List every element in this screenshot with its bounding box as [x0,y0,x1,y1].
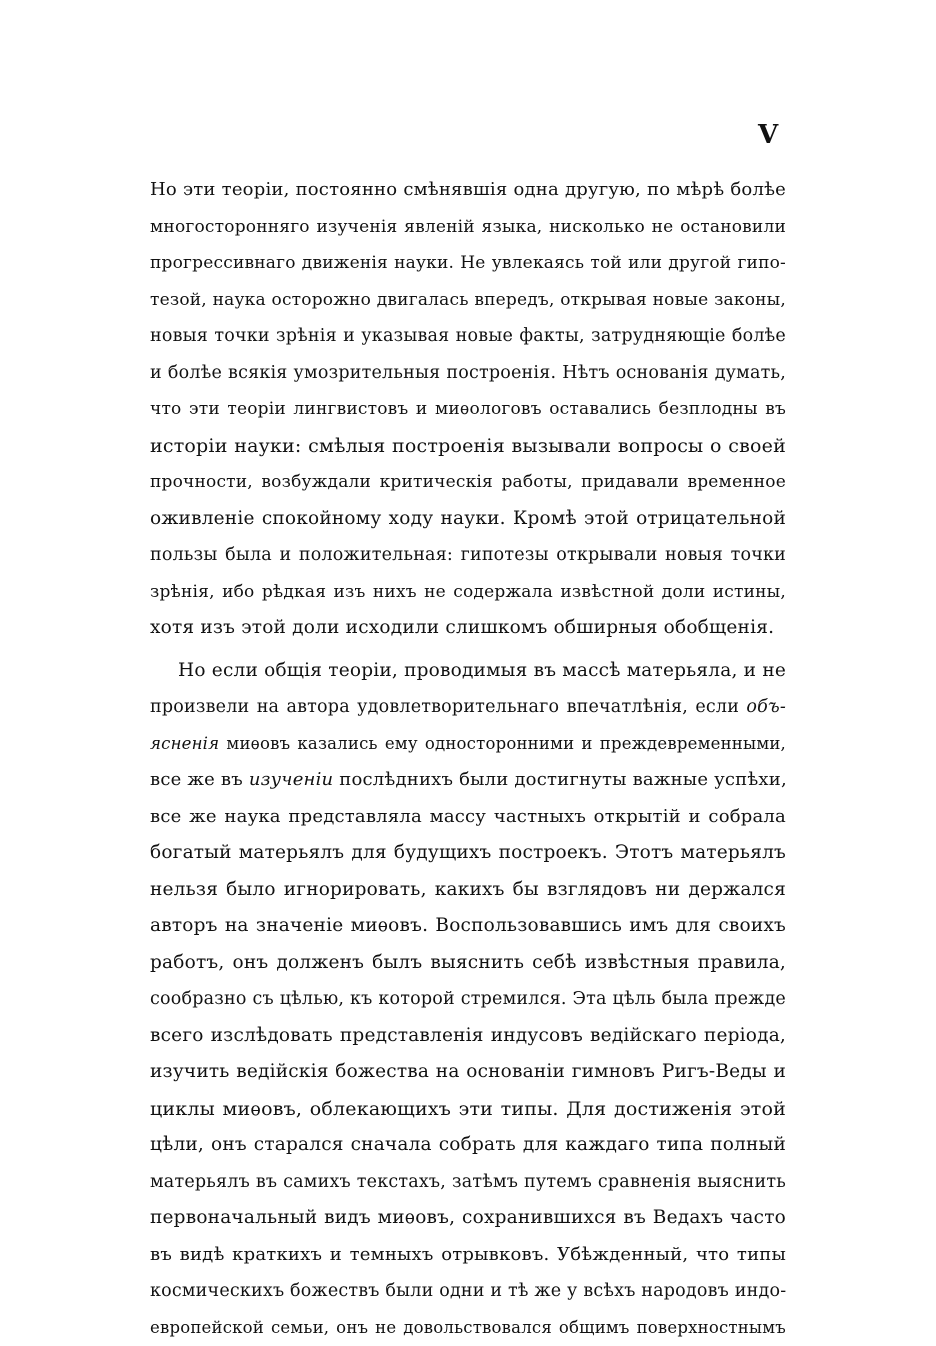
text-line: и болѣе всякія умозрительныя построенія. Нѣтъ основанія думать, [150,355,786,392]
text-line: новыя точки зрѣнія и указывая новые факты, затрудняющіе болѣе [150,318,786,355]
text-line: сообразно съ цѣлью, къ которой стремился. Эта цѣль была прежде [150,981,786,1018]
text-line: богатый матерьялъ для будущихъ построекъ. Этотъ матерьялъ [150,835,786,872]
text-line: матерьялъ въ самихъ текстахъ, затѣмъ путемъ сравненія выяснить [150,1164,786,1201]
text-line: многосторонняго изученія явленій языка, нисколько не остановили [150,209,786,246]
text-line: авторъ на значеніе миѳовъ. Воспользовавшись имъ для своихъ [150,908,786,945]
text-line: прогрессивнаго движенія науки. Не увлекаясь той или другой гипо- [150,245,786,282]
text-line: Но если общія теоріи, проводимыя въ массѣ матерьяла, и не [150,653,786,690]
text-line: цѣли, онъ старался сначала собрать для каждаго типа полный [150,1127,786,1164]
text-line: европейской семьи, онъ не довольствовался общимъ поверхностнымъ [150,1310,786,1346]
text-line: Но эти теоріи, постоянно смѣнявшія одна другую, по мѣрѣ болѣе [150,172,786,209]
text-line: тезой, наука осторожно двигалась впередъ, открывая новые законы, [150,282,786,319]
text-line: хотя изъ этой доли исходили слишкомъ обширныя обобщенія. [150,610,786,647]
text-line: что эти теоріи лингвистовъ и миѳологовъ оставались безплодны въ [150,391,786,428]
text-line: въ видѣ краткихъ и темныхъ отрывковъ. Убѣжденный, что типы [150,1237,786,1274]
text-line: зрѣнія, ибо рѣдкая изъ нихъ не содержала извѣстной доли истины, [150,574,786,611]
emphasis: объ- [746,697,786,717]
emphasis: ясненія [150,734,219,753]
text-line: нельзя было игнорировать, какихъ бы взглядовъ ни держался [150,872,786,909]
text-line: исторіи науки: смѣлыя построенія вызывали вопросы о своей [150,428,786,465]
text-line: все же наука представляла массу частныхъ открытій и собрала [150,799,786,836]
text-line: произвели на автора удовлетворительнаго впечатлѣнія, если объ- [150,689,786,726]
text-line: циклы миѳовъ, облекающихъ эти типы. Для достиженія этой [150,1091,786,1128]
page-number: V [758,122,778,148]
text-line: космическихъ божествъ были одни и тѣ же у всѣхъ народовъ индо- [150,1273,786,1310]
text-line: прочности, возбуждали критическія работы, придавали временное [150,464,786,501]
text-line: изучить ведійскія божества на основаніи гимновъ Ригъ-Веды и [150,1054,786,1091]
text-line: оживленіе спокойному ходу науки. Кромѣ этой отрицательной [150,501,786,538]
text-line: работъ, онъ долженъ былъ выяснить себѣ извѣстныя правила, [150,945,786,982]
text-line: всего изслѣдовать представленія индусовъ ведійскаго періода, [150,1018,786,1055]
text-line: ясненія миѳовъ казались ему односторонними и преждевременными, [150,726,786,763]
body-text [150,172,786,1346]
text-line: пользы была и положительная: гипотезы открывали новыя точки [150,537,786,574]
text-line: все же въ изученіи послѣднихъ были достигнуты важные успѣхи, [150,762,786,799]
emphasis: изученіи [249,769,334,790]
text-line: первоначальный видъ миѳовъ, сохранившихся въ Ведахъ часто [150,1200,786,1237]
